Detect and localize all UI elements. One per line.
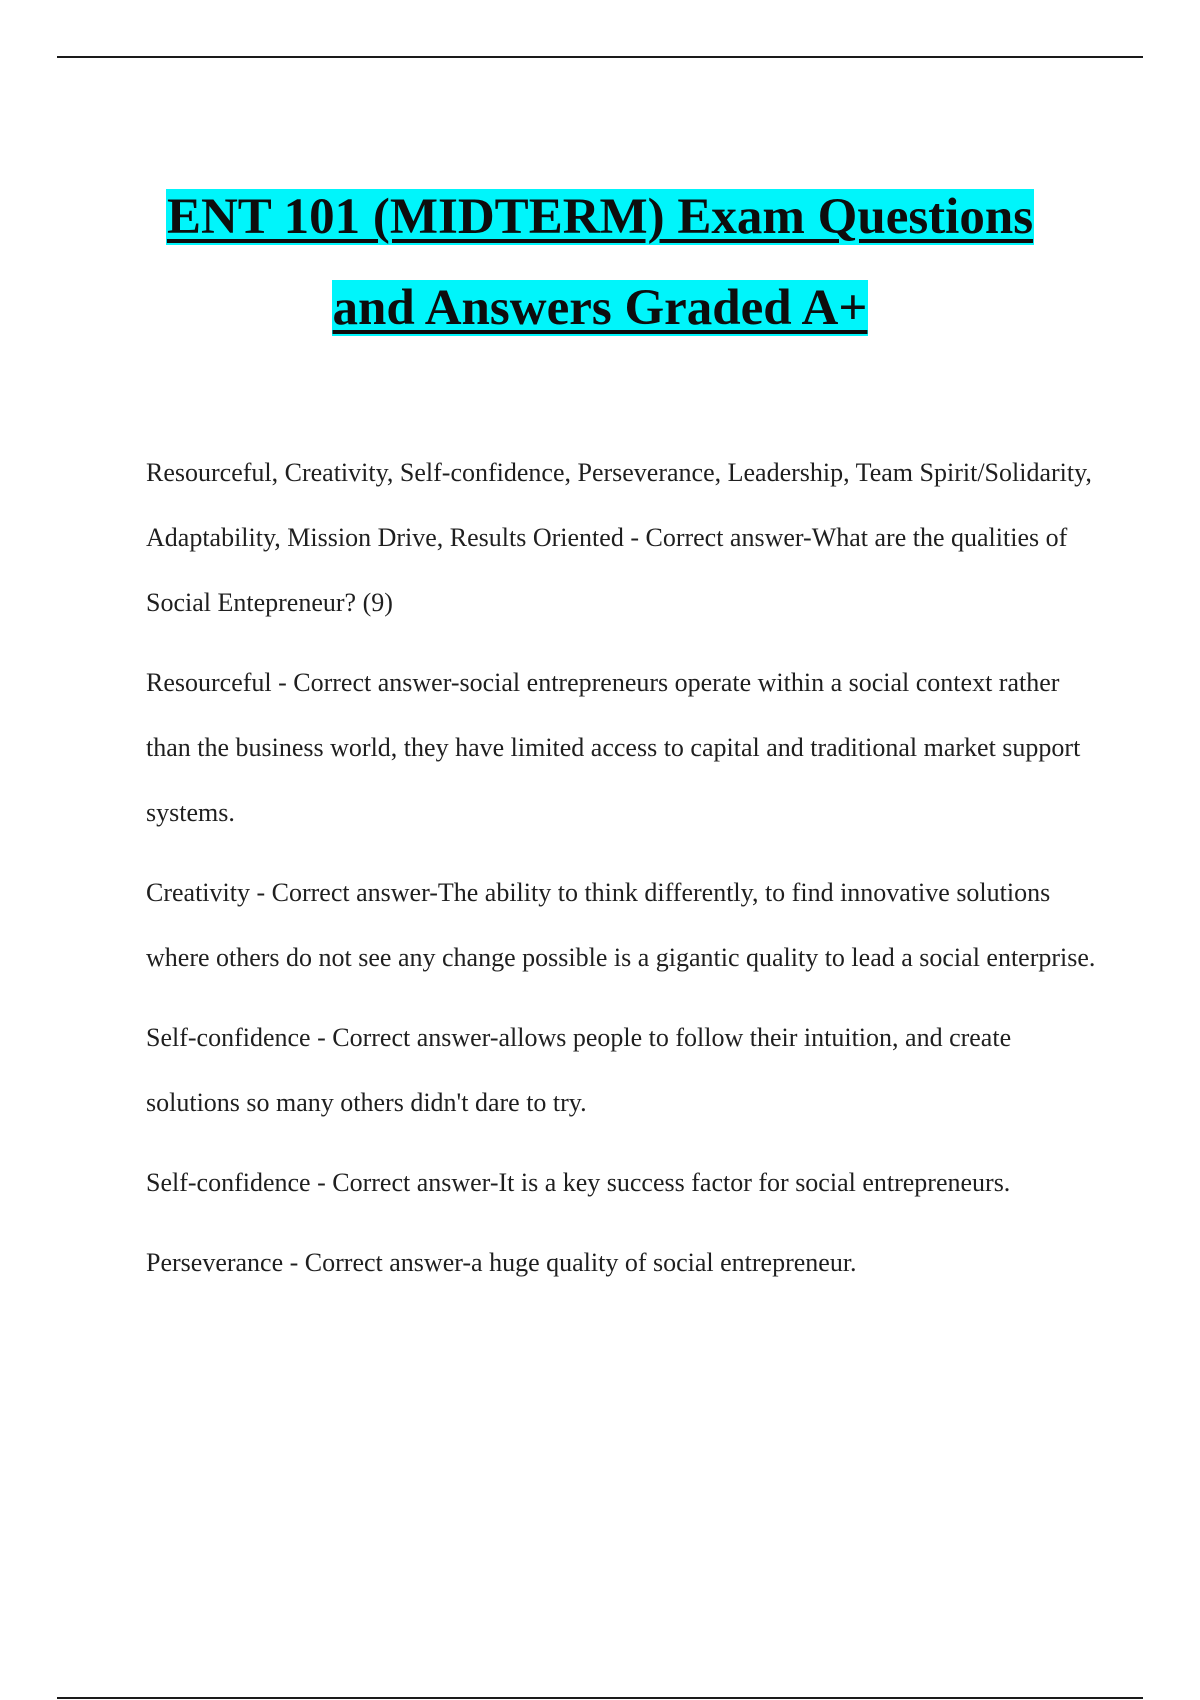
qa-entry-self-confidence-2: Self-confidence - Correct answer-It is a key success factor for social entrepreneurs. bbox=[146, 1168, 1011, 1197]
footer-rule bbox=[57, 1697, 1143, 1699]
qa-entry-qualities: Resourceful, Creativity, Self-confidence, Perseverance, Leadership, Team Spirit/Solidarity, Adaptability, Mission Drive, Results Oriented - Correct answer-What are the qualities of Social Entepreneur? (9) bbox=[146, 458, 1092, 617]
qa-entry-perseverance: Perseverance - Correct answer-a huge quality of social entrepreneur. bbox=[146, 1248, 857, 1277]
title-line-2: and Answers Graded A+ bbox=[332, 280, 868, 336]
qa-entry-resourceful: Resourceful - Correct answer-social entrepreneurs operate within a social context rather than the business world, they have limited access to capital and traditional market support systems. bbox=[146, 668, 1081, 827]
document-title bbox=[0, 172, 1200, 354]
qa-list bbox=[146, 440, 1096, 1310]
title-line-1: ENT 101 (MIDTERM) Exam Questions bbox=[166, 189, 1034, 245]
header-rule bbox=[57, 56, 1143, 58]
qa-entry-self-confidence-1: Self-confidence - Correct answer-allows people to follow their intuition, and create solutions so many others didn't dare to try. bbox=[146, 1023, 1012, 1117]
qa-entry-creativity: Creativity - Correct answer-The ability to think differently, to find innovative solutions where others do not see any change possible is a gigantic quality to lead a social enterprise. bbox=[146, 878, 1096, 972]
